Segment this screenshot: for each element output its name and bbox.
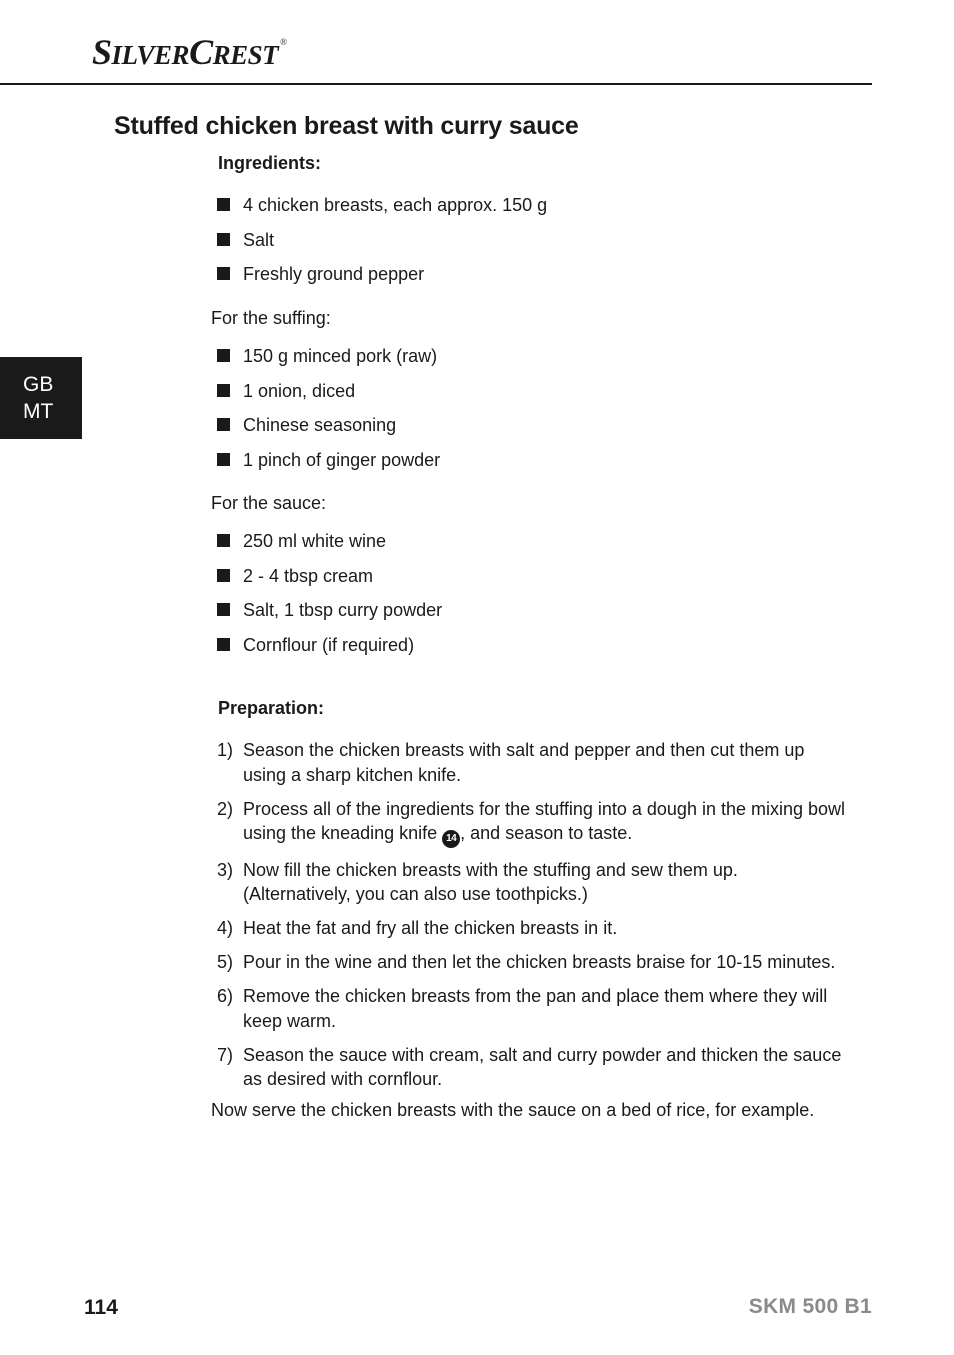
step-number: 2) (217, 798, 234, 819)
step-text: Pour in the wine and then let the chicken breasts braise for 10-15 minutes. (243, 952, 836, 972)
brand-logo-rest: REST (212, 40, 279, 70)
bullet-square-icon (217, 418, 230, 431)
step-item (217, 984, 847, 1033)
step-item (217, 858, 847, 907)
header-divider (0, 83, 872, 85)
step-item (217, 916, 847, 941)
brand-logo (92, 34, 286, 70)
step-item (217, 950, 847, 975)
step-number: 3) (217, 859, 234, 880)
stuffing-label: For the suffing: (211, 308, 331, 328)
step-item (217, 797, 847, 849)
bullet-square-icon (217, 198, 230, 211)
step-number: 1) (217, 740, 234, 760)
step-text: Season the chicken breasts with salt and pepper and then cut them up using a sharp kitchen knife. (243, 740, 805, 785)
step-number: 4) (217, 918, 234, 938)
ingredients-heading: Ingredients: (218, 153, 322, 173)
step-number: 7) (217, 1044, 234, 1065)
kneading-knife-reference-icon: 14 (442, 830, 460, 848)
step-item (217, 1043, 847, 1092)
brand-logo-ilver: ILVER (111, 40, 190, 70)
page-title: Stuffed chicken breast with curry sauce (114, 112, 579, 140)
preparation-heading: Preparation: (218, 698, 325, 718)
serving-note: Now serve the chicken breasts with the sauce on a bed of rice, for example. (211, 1100, 815, 1120)
bullet-square-icon (217, 384, 230, 397)
language-code-gb: GB (23, 373, 54, 396)
registered-mark: ® (280, 37, 287, 47)
bullet-square-icon (217, 453, 230, 466)
language-tab (0, 357, 82, 439)
brand-logo-c: C (189, 32, 213, 72)
page-number: 114 (84, 1296, 118, 1319)
step-number: 5) (217, 952, 234, 972)
sauce-label: For the sauce: (211, 493, 327, 513)
bullet-square-icon (217, 233, 230, 246)
preparation-steps (217, 738, 847, 1101)
step-text: Season the sauce with cream, salt and curry powder and thicken the sauce as desired with cornflour. (243, 1044, 842, 1089)
step-text: Now fill the chicken breasts with the stuffing and sew them up. (Alternatively, you can also use toothpicks.) (243, 859, 738, 904)
bullet-square-icon (217, 267, 230, 280)
step-text: Heat the fat and fry all the chicken breasts in it. (243, 918, 618, 938)
step-text: Process all of the ingredients for the stuffing into a dough in the mixing bowl using the kneading knife (243, 798, 846, 843)
step-number: 6) (217, 986, 234, 1006)
step-text-continued: , and season to taste. (460, 823, 633, 843)
bullet-square-icon (217, 638, 230, 651)
model-number: SKM 500 B1 (748, 1295, 872, 1318)
bullet-square-icon (217, 349, 230, 362)
step-text: Remove the chicken breasts from the pan and place them where they will keep warm. (243, 986, 828, 1031)
language-code-mt: MT (23, 400, 54, 423)
bullet-square-icon (217, 569, 230, 582)
brand-logo-s: S (92, 32, 112, 72)
step-item (217, 738, 847, 787)
bullet-square-icon (217, 534, 230, 547)
bullet-square-icon (217, 603, 230, 616)
